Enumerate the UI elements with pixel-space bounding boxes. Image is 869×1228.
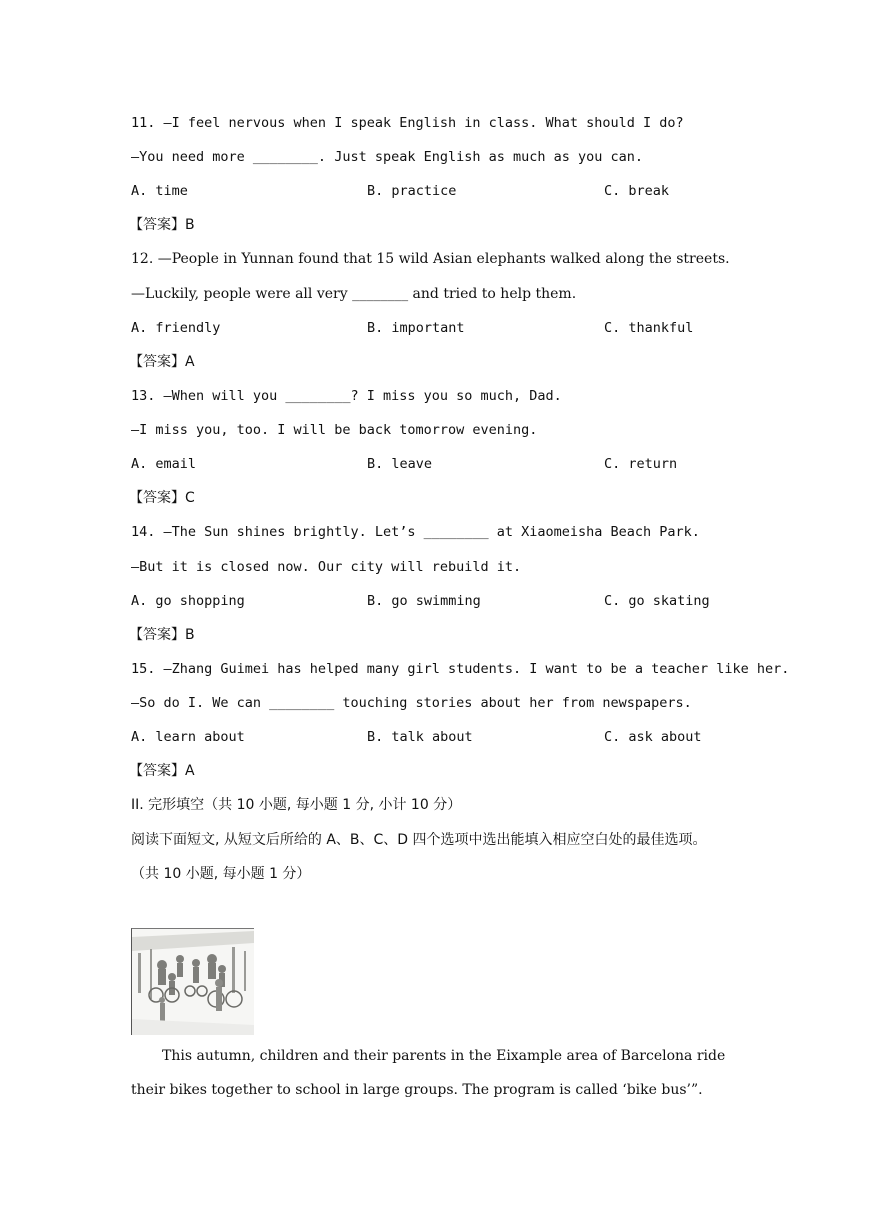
question-11-answer: 【答案】B bbox=[129, 217, 195, 233]
question-14-answer: 【答案】B bbox=[129, 627, 195, 643]
question-15-option-b: B. talk about bbox=[367, 729, 473, 745]
question-15-response: —So do I. We can ________ touching stories about her from newspapers. bbox=[131, 695, 692, 711]
question-15-answer: 【答案】A bbox=[129, 763, 195, 779]
question-14-option-b: B. go swimming bbox=[367, 593, 481, 609]
question-12-option-a: A. friendly bbox=[131, 320, 221, 336]
question-13-option-a: A. email bbox=[131, 456, 197, 472]
question-12-option-c: C. thankful bbox=[604, 320, 694, 336]
question-13-response: —I miss you, too. I will be back tomorrow evening. bbox=[131, 422, 538, 438]
question-15-option-c: C. ask about bbox=[604, 729, 702, 745]
question-11-prompt: 11. —I feel nervous when I speak English in class. What should I do? bbox=[131, 115, 684, 131]
passage-photo bbox=[131, 928, 254, 1035]
question-11-option-a: A. time bbox=[131, 183, 188, 199]
passage-line-2: their bikes together to school in large groups. The program is called ‘bike bus’”. bbox=[131, 1082, 703, 1098]
question-11-option-b: B. practice bbox=[367, 183, 457, 199]
question-13-answer: 【答案】C bbox=[129, 490, 195, 506]
section-heading: II. 完形填空（共 10 小题, 每小题 1 分, 小计 10 分） bbox=[131, 797, 462, 813]
section-instruction-scoring: （共 10 小题, 每小题 1 分） bbox=[131, 866, 311, 882]
question-12-answer: 【答案】A bbox=[129, 354, 195, 370]
question-14-option-a: A. go shopping bbox=[131, 593, 245, 609]
question-14-option-c: C. go skating bbox=[604, 593, 710, 609]
question-11-option-c: C. break bbox=[604, 183, 670, 199]
question-13-prompt: 13. —When will you ________? I miss you so much, Dad. bbox=[131, 388, 562, 404]
section-instruction: 阅读下面短文, 从短文后所给的 A、B、C、D 四个选项中选出能填入相应空白处的最佳选项。 bbox=[131, 832, 707, 848]
passage-line-1: This autumn, children and their parents in the Eixample area of Barcelona ride bbox=[162, 1048, 726, 1064]
question-14-prompt: 14. —The Sun shines brightly. Let’s ________ at Xiaomeisha Beach Park. bbox=[131, 524, 700, 540]
question-12-option-b: B. important bbox=[367, 320, 465, 336]
question-12-prompt: 12. —People in Yunnan found that 15 wild Asian elephants walked along the streets. bbox=[131, 251, 730, 267]
question-13-option-c: C. return bbox=[604, 456, 678, 472]
question-13-option-b: B. leave bbox=[367, 456, 433, 472]
question-14-response: —But it is closed now. Our city will rebuild it. bbox=[131, 559, 522, 575]
question-11-response: —You need more ________. Just speak English as much as you can. bbox=[131, 149, 644, 165]
question-15-prompt: 15. —Zhang Guimei has helped many girl students. I want to be a teacher like her. bbox=[131, 661, 790, 677]
bike-bus-photo-icon bbox=[132, 929, 254, 1035]
question-12-response: —Luckily, people were all very ________ and tried to help them. bbox=[131, 286, 577, 302]
question-15-option-a: A. learn about bbox=[131, 729, 245, 745]
